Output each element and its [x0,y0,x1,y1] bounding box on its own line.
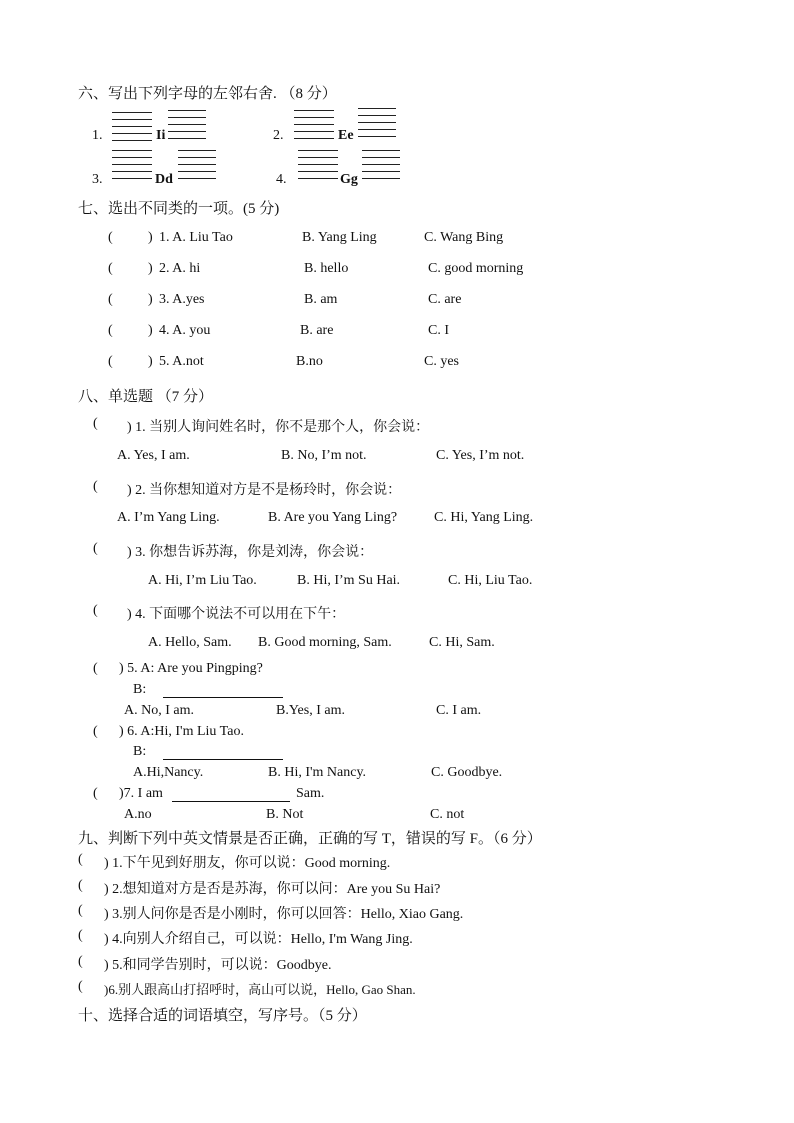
s8-q5-stem: ) 5. A: Are you Pingping? [119,661,263,676]
section-8-heading: 八、单选题 （7 分） [78,389,214,405]
s8-q3-option-a: A. Hi, I’m Liu Tao. [148,573,257,588]
section-7-heading: 七、选出不同类的一项。(5 分) [78,201,280,217]
s6-item-4-number: 4. [276,172,287,187]
s8-q6-paren: ( [93,724,98,739]
s8-q5-option-a: A. No, I am. [124,703,194,718]
s8-q2-stem: ) 2. 当你想知道对方是不是杨玲时，你会说： [127,483,402,498]
s8-q6-option-b: B. Hi, I'm Nancy. [268,765,367,780]
s7-q4-paren-close: ) [148,323,153,338]
s9-q2-paren: ( [78,878,83,893]
s6-item-1-right-blanks [168,110,208,146]
s9-q1-paren: ( [78,852,83,867]
s8-q4-option-b: B. Good morning, Sam. [258,635,392,650]
s8-q3-stem: ) 3. 你想告诉苏海，你是刘涛，你会说： [127,545,374,560]
s7-q1-option-a: 1. A. Liu Tao [159,230,233,245]
s7-q2-option-a: 2. A. hi [159,261,201,276]
s7-q1-option-b: B. Yang Ling [302,230,377,245]
s7-q4-paren: ( [108,323,113,338]
s8-q2-option-b: B. Are you Yang Ling? [268,510,398,525]
s8-q5-answer-blank[interactable] [163,682,283,698]
s6-item-4-right-blanks [362,150,402,186]
s8-q1-stem: ) 1. 当别人询问姓名时，你不是那个人，你会说： [127,420,430,435]
s8-q5-b-label: B: [133,682,147,697]
s7-q5-option-b: B.no [296,354,323,369]
s6-item-1-left-blanks [112,112,154,148]
s8-q4-stem: ) 4. 下面哪个说法不可以用在下午： [127,607,346,622]
s9-q4-text: ) 4.向别人介绍自己，可以说：Hello, I'm Wang Jing. [104,932,413,947]
s7-q3-paren: ( [108,292,113,307]
s8-q5-paren: ( [93,661,98,676]
s8-q6-answer-blank[interactable] [163,744,283,760]
s7-q5-paren-close: ) [148,354,153,369]
s8-q1-option-a: A. Yes, I am. [117,448,190,463]
s8-q7-paren: ( [93,786,98,801]
s6-item-3-left-blanks [112,150,154,186]
s8-q2-option-c: C. Hi, Yang Ling. [434,510,534,525]
s8-q7-answer-blank[interactable] [172,786,290,802]
s6-item-1-number: 1. [92,128,103,143]
s7-q4-option-c: C. I [428,323,449,338]
s8-q7-option-a: A.no [124,807,152,822]
s6-item-2-left-blanks [294,110,336,146]
s6-item-4-letters: Gg [340,172,358,187]
s6-item-2-right-blanks [358,108,398,144]
s9-q3-paren: ( [78,903,83,918]
s8-q4-option-c: C. Hi, Sam. [429,635,495,650]
s6-item-2-letters: Ee [338,128,354,143]
s7-q5-option-a: 5. A.not [159,354,204,369]
s7-q1-option-c: C. Wang Bing [424,230,504,245]
s8-q6-b-label: B: [133,744,147,759]
s6-item-4-left-blanks [298,150,340,186]
s8-q3-paren: ( [93,541,98,556]
s8-q7-option-c: C. not [430,807,465,822]
s7-q2-option-c: C. good morning [428,261,524,276]
s8-q5-option-c: C. I am. [436,703,482,718]
s8-q3-option-b: B. Hi, I’m Su Hai. [297,573,401,588]
s9-q5-text: ) 5.和同学告别时，可以说：Goodbye. [104,958,332,973]
s9-q2-text: ) 2.想知道对方是否是苏海，你可以问：Are you Su Hai? [104,882,441,897]
s9-q3-text: ) 3.别人问你是否是小刚时，你可以回答：Hello, Xiao Gang. [104,907,464,922]
s8-q7-stem-post: Sam. [296,786,325,801]
s8-q6-option-a: A.Hi,Nancy. [133,765,204,780]
s7-q1-paren: ( [108,230,113,245]
s8-q5-option-b: B.Yes, I am. [276,703,345,718]
section-6-heading: 六、写出下列字母的左邻右舍. （8 分） [78,86,337,102]
s7-q2-paren-close: ) [148,261,153,276]
s7-q2-option-b: B. hello [304,261,349,276]
s7-q3-option-a: 3. A.yes [159,292,205,307]
section-10-heading: 十、选择合适的词语填空，写序号。（5 分） [78,1008,367,1024]
s8-q1-option-c: C. Yes, I’m not. [436,448,525,463]
s7-q4-option-a: 4. A. you [159,323,211,338]
section-9-heading: 九、判断下列中英文情景是否正确，正确的写 T，错误的写 F。（6 分） [78,831,542,847]
s7-q1-paren-close: ) [148,230,153,245]
s6-item-1-letters: Ii [156,128,166,143]
s8-q4-paren: ( [93,603,98,618]
s7-q5-paren: ( [108,354,113,369]
s7-q2-paren: ( [108,261,113,276]
s6-item-3-number: 3. [92,172,103,187]
s8-q1-paren: ( [93,416,98,431]
s6-item-3-letters: Dd [155,172,173,187]
s9-q6-text: )6.别人跟高山打招呼时，高山可以说，Hello, Gao Shan. [104,982,416,997]
s9-q6-paren: ( [78,979,83,994]
s8-q2-paren: ( [93,479,98,494]
s7-q3-paren-close: ) [148,292,153,307]
s7-q4-option-b: B. are [300,323,334,338]
s9-q4-paren: ( [78,928,83,943]
s8-q1-option-b: B. No, I’m not. [281,448,367,463]
s8-q3-option-c: C. Hi, Liu Tao. [448,573,533,588]
s8-q6-option-c: C. Goodbye. [431,765,503,780]
s8-q2-option-a: A. I’m Yang Ling. [117,510,220,525]
s8-q7-stem-pre: )7. I am [119,786,163,801]
s8-q4-option-a: A. Hello, Sam. [148,635,232,650]
s9-q1-text: ) 1.下午见到好朋友，你可以说：Good morning. [104,856,391,871]
s6-item-2-number: 2. [273,128,284,143]
s9-q5-paren: ( [78,954,83,969]
s7-q3-option-b: B. am [304,292,338,307]
s6-item-3-right-blanks [178,150,218,186]
s7-q5-option-c: C. yes [424,354,459,369]
s8-q7-option-b: B. Not [266,807,304,822]
s8-q6-stem: ) 6. A:Hi, I'm Liu Tao. [119,724,244,739]
s7-q3-option-c: C. are [428,292,462,307]
